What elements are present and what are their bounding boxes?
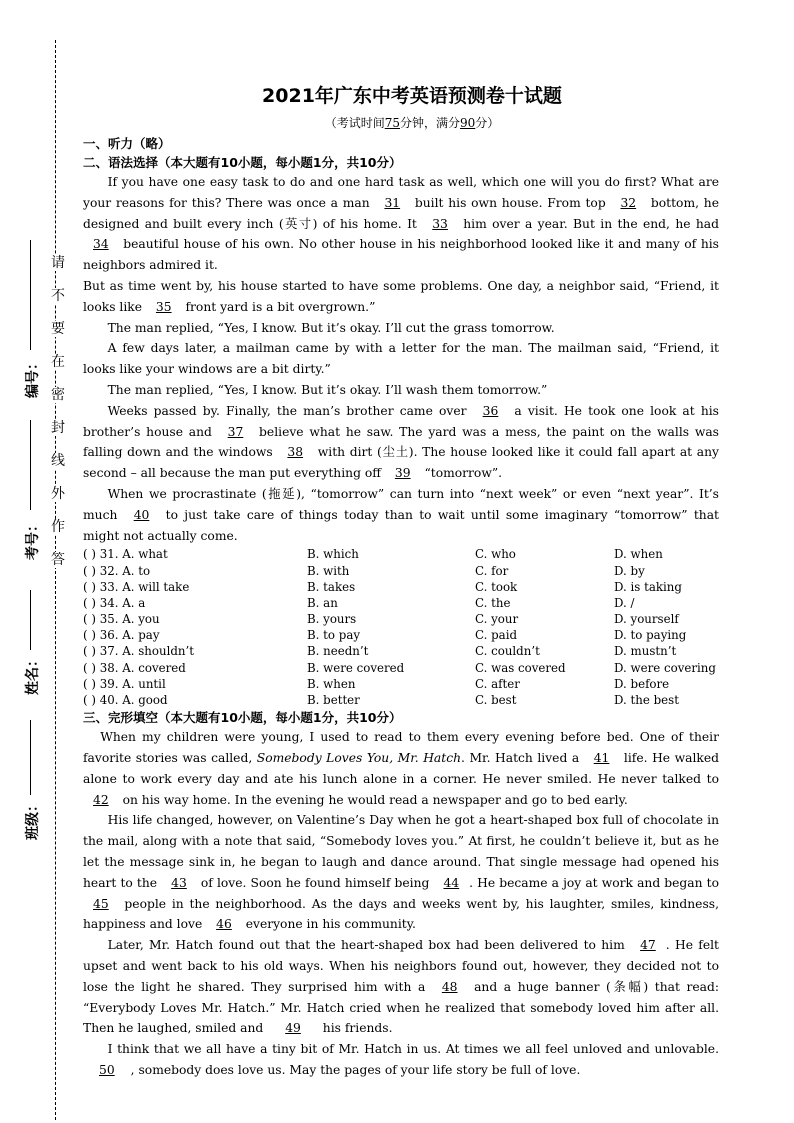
passage-paragraph: When we procrastinate (拖延), “tomorrow” can turn into “next week” or even “next year”. It’s much 40 to just take care of things today than to wait until some imaginary “tomorrow” that might not actually come.	[83, 486, 719, 543]
option-row[interactable]: ( ) 35. A. you B. yours C. your D. yourself	[83, 612, 679, 627]
seal-char: 作	[51, 519, 65, 535]
name-line[interactable]	[30, 590, 31, 650]
passage-paragraph: Later, Mr. Hatch found out that the heart-shaped box had been delivered to him 47 . He felt upset and went back to his old ways. When his neighbors found out, however, they decided not to lose the light he shared. They surprised him with a 48 and a huge banner (条幅) that read: “Everybody Loves Mr. Hatch.” Mr. Hatch cried when he realized that somebody loved him after all. Then he laughed, smiled and 49 his friends.	[83, 938, 719, 1036]
passage-paragraph: When my children were young, I used to read to them every evening before bed. One of their favorite stories was called, Somebody Loves You, Mr. Hatch. Mr. Hatch lived a 41 life. He walked alone to work every day and ate his lunch alone in a corner. He never smiled. He never talked to 42 on his way home. In the evening he would read a newspaper and go to bed early.	[83, 730, 719, 807]
blank-36[interactable]: 36	[482, 403, 499, 418]
seal-char: 不	[51, 288, 65, 304]
sealing-margin	[0, 0, 70, 1123]
passage-paragraph: The man replied, “Yes, I know. But it’s okay. I’ll wash them tomorrow.”	[107, 382, 548, 397]
seal-char: 线	[51, 453, 65, 469]
passage-paragraph: I think that we all have a tiny bit of Mr. Hatch in us. At times we all feel unloved and unlovable. 50 , somebody does love us. May the pages of your life story be full of love.	[83, 1039, 719, 1081]
class-label: 班级：	[25, 798, 41, 840]
seal-char: 要	[51, 321, 65, 337]
seal-char: 封	[51, 420, 65, 436]
passage-paragraph: The man replied, “Yes, I know. But it’s okay. I’ll cut the grass tomorrow.	[107, 320, 555, 335]
blank-31[interactable]: 31	[384, 195, 401, 210]
name-label: 姓名：	[25, 653, 41, 695]
passage-paragraph: But as time went by, his house started to have some problems. One day, a neighbor said, “Friend, it looks like 35 front yard is a bit overgrown.”	[83, 278, 719, 314]
passage-paragraph: If you have one easy task to do and one hard task as well, which one will you do first? What are your reasons for this? There was once a man 31 built his own house. From top 32 bottom, he designed and built every inch (英寸) of his home. It 33 him over a year. But in the end, he had 34 beautiful house of his own. No other house in his neighborhood looked like it and many of his neighbors admired it.	[83, 175, 719, 273]
blank-39[interactable]: 39	[394, 466, 411, 481]
option-row[interactable]: ( ) 31. A. what B. which C. who D. when	[83, 547, 663, 562]
blank-47[interactable]: 47	[640, 938, 656, 953]
seal-char: 在	[51, 354, 65, 370]
option-row[interactable]: ( ) 33. A. will take B. takes C. took D. is taking	[83, 579, 682, 594]
blank-44[interactable]: 44	[443, 875, 460, 890]
exam-number-label: 考号：	[25, 518, 41, 560]
section-cloze: 三、完形填空（本大题有10小题，每小题1分，共10分）	[83, 710, 402, 726]
exam-number-line[interactable]	[30, 420, 31, 510]
seal-char: 答	[51, 552, 65, 568]
seal-char: 外	[51, 486, 65, 502]
blank-34[interactable]: 34	[93, 237, 109, 252]
seal-dashed-line	[55, 40, 56, 1120]
blank-38[interactable]: 38	[287, 445, 304, 460]
passage-paragraph: Weeks passed by. Finally, the man’s brother came over 36 a visit. He took one look at his brother’s house and 37 believe what he saw. The yard was a mess, the paint on the walls was falling down and the windows 38 with dirt (尘土). The house looked like it could fall apart at any second – all because the man put everything off 39 “tomorrow”.	[83, 403, 719, 481]
blank-42[interactable]: 42	[93, 792, 109, 807]
seal-char: 请	[51, 255, 65, 271]
blank-40[interactable]: 40	[133, 507, 150, 522]
seal-char: 密	[51, 387, 65, 403]
number-line[interactable]	[30, 240, 31, 350]
option-row[interactable]: ( ) 34. A. a B. an C. the D. /	[83, 595, 635, 610]
option-row[interactable]: ( ) 39. A. until B. when C. after D. before	[83, 676, 670, 691]
blank-37[interactable]: 37	[227, 424, 244, 439]
blank-41[interactable]: 41	[593, 751, 610, 766]
exam-info: （考试时间75分钟，满分90分）	[324, 116, 500, 130]
blank-32[interactable]: 32	[620, 195, 637, 210]
blank-50[interactable]: 50	[99, 1062, 115, 1077]
blank-33[interactable]: 33	[432, 216, 448, 231]
section-grammar: 二、语法选择（本大题有10小题，每小题1分，共10分）	[83, 155, 402, 170]
exam-body	[83, 84, 719, 1081]
blank-46[interactable]: 46	[216, 917, 232, 932]
page-title: 2021年广东中考英语预测卷十试题	[262, 85, 562, 107]
option-row[interactable]: ( ) 40. A. good B. better C. best D. the best	[83, 693, 679, 708]
blank-48[interactable]: 48	[441, 979, 458, 994]
section-listening: 一、听力（略）	[83, 136, 171, 151]
blank-49[interactable]: 49	[285, 1021, 301, 1036]
blank-45[interactable]: 45	[93, 896, 109, 911]
grammar-options	[83, 546, 719, 708]
blank-35[interactable]: 35	[155, 299, 172, 314]
cloze-passage	[83, 727, 719, 1081]
option-row[interactable]: ( ) 37. A. shouldn’t B. needn’t C. couldn’t D. mustn’t	[83, 644, 677, 659]
passage-paragraph: His life changed, however, on Valentine’s Day when he got a heart-shaped box full of chocolate in the mail, along with a note that said, “Somebody loves you.” At first, he couldn’t believe it, but as he let the message sink in, he began to laugh and dance around. That single message had opened his heart to the 43 of love. Soon he found himself being 44 . He became a joy at work and began to 45 people in the neighborhood. As the days and weeks went by, his laughter, smiles, kindness, happiness and love 46 everyone in his community.	[83, 813, 720, 932]
option-row[interactable]: ( ) 32. A. to B. with C. for D. by	[83, 563, 645, 578]
grammar-passage	[83, 172, 719, 546]
blank-43[interactable]: 43	[171, 875, 187, 890]
option-row[interactable]: ( ) 36. A. pay B. to pay C. paid D. to paying	[83, 628, 687, 643]
number-label: 编号：	[25, 356, 41, 398]
class-line[interactable]	[30, 720, 31, 795]
option-row[interactable]: ( ) 38. A. covered B. were covered C. was covered D. were covering	[83, 660, 716, 675]
passage-paragraph: A few days later, a mailman came by with a letter for the man. The mailman said, “Friend, it looks like your windows are a bit dirty.”	[83, 341, 719, 377]
